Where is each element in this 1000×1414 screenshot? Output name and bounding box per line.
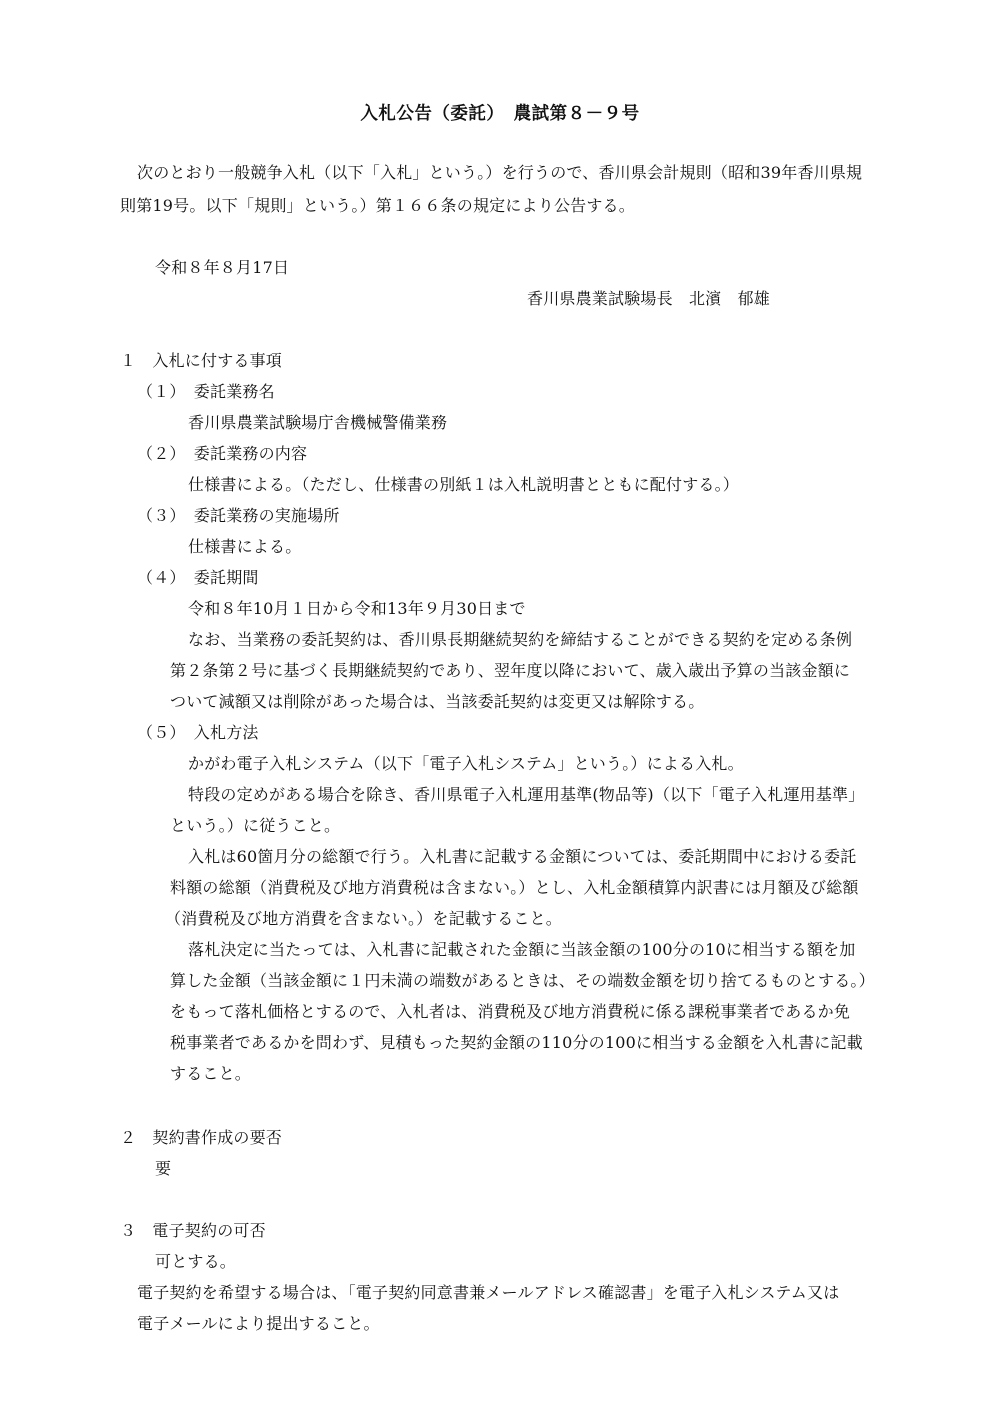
issuer-name: 香川県農業試験場長 北濱 郁雄 — [527, 289, 771, 308]
intro-line: 次のとおり一般競争入札（以下「入札」という。）を行うので、香川県会計規則（昭和39年香川県規 — [137, 163, 863, 182]
notice-date: 令和８年８月17日 — [155, 258, 290, 277]
document-title: 入札公告（委託） 農試第８－９号 — [360, 104, 640, 124]
item4-body-line: 第２条第２号に基づく長期継続契約であり、翌年度以降において、歳入歳出予算の当該金額に — [170, 661, 851, 680]
item5-label: （５） 入札方法 — [137, 723, 259, 742]
item5-body-line: 入札は60箇月分の総額で行う。入札書に記載する金額については、委託期間中における委託 — [188, 847, 857, 866]
item5-body-line: という。）に従うこと。 — [170, 816, 341, 835]
item5-body-line: 落札決定に当たっては、入札書に記載された金額に当該金額の100分の10に相当する額を加 — [188, 940, 856, 959]
section3-heading: ３ 電子契約の可否 — [120, 1221, 266, 1240]
item5-body-line: かがわ電子入札システム（以下「電子入札システム」という。）による入札。 — [188, 754, 744, 773]
item5-body-line: 税事業者であるかを問わず、見積もった契約金額の110分の100に相当する金額を入札書に記載 — [170, 1033, 863, 1052]
intro-line: 則第19号。以下「規則」という。）第１６６条の規定により公告する。 — [120, 196, 635, 215]
item5-body-line: 料額の総額（消費税及び地方消費税は含まない。）とし、入札金額積算内訳書には月額及び総額 — [170, 878, 859, 897]
item1-label: （１） 委託業務名 — [137, 382, 275, 401]
item5-body-line: すること。 — [170, 1064, 252, 1083]
section3-body-line: 電子メールにより提出すること。 — [137, 1314, 380, 1333]
section3-body-line: 電子契約を希望する場合は、「電子契約同意書兼メールアドレス確認書」を電子入札システム又は — [137, 1283, 840, 1302]
item3-label: （３） 委託業務の実施場所 — [137, 506, 340, 525]
section1-heading: １ 入札に付する事項 — [120, 351, 283, 370]
item5-body-line: 特段の定めがある場合を除き、香川県電子入札運用基準(物品等)（以下「電子入札運用基準」 — [188, 785, 865, 804]
item4-label: （４） 委託期間 — [137, 568, 259, 587]
item5-body-line: 算した金額（当該金額に１円未満の端数があるときは、その端数金額を切り捨てるものとする。） — [170, 971, 875, 990]
item5-body-line: をもって落札価格とするので、入札者は、消費税及び地方消費税に係る課税事業者であるか免 — [170, 1002, 851, 1021]
item4-body-line: ついて減額又は削除があった場合は、当該委託契約は変更又は解除する。 — [170, 692, 705, 711]
item2-label: （２） 委託業務の内容 — [137, 444, 308, 463]
section2-body: 要 — [155, 1159, 172, 1178]
item4-body-line: 令和８年10月１日から令和13年９月30日まで — [188, 599, 526, 618]
section2-heading: ２ 契約書作成の要否 — [120, 1128, 283, 1147]
item4-body-line: なお、当業務の委託契約は、香川県長期継続契約を締結することができる契約を定める条例 — [188, 630, 853, 649]
item1-body: 香川県農業試験場庁舎機械警備業務 — [188, 413, 448, 432]
item2-body: 仕様書による。（ただし、仕様書の別紙１は入札説明書とともに配付する。） — [188, 475, 740, 494]
item3-body: 仕様書による。 — [188, 537, 302, 556]
item5-body-line: （消費税及び地方消費を含まない。）を記載すること。 — [165, 909, 563, 928]
section3-body-line: 可とする。 — [155, 1252, 237, 1271]
